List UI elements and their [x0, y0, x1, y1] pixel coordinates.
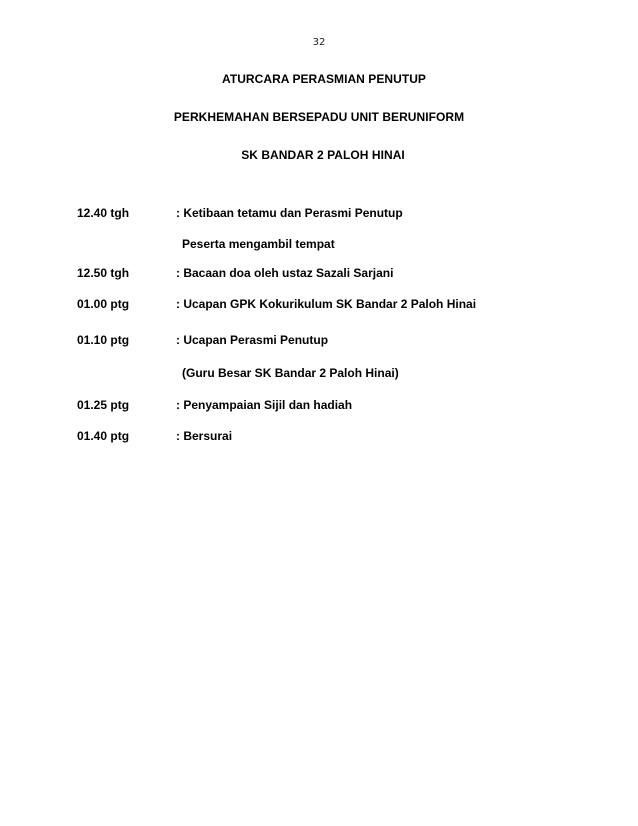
schedule-time: 12.50 tgh: [77, 266, 130, 280]
schedule-item: (Guru Besar SK Bandar 2 Paloh Hinai): [182, 366, 399, 380]
schedule-time: 01.25 ptg: [77, 398, 130, 412]
schedule-row: [0, 429, 638, 445]
schedule-row: [0, 266, 638, 282]
schedule-row: [0, 333, 638, 349]
schedule-item: : Bersurai: [176, 429, 233, 443]
schedule-item: Peserta mengambil tempat: [182, 237, 335, 251]
schedule-time: 01.10 ptg: [77, 333, 130, 347]
schedule-item: : Bacaan doa oleh ustaz Sazali Sarjani: [176, 266, 394, 280]
schedule-time: 12.40 tgh: [77, 206, 130, 220]
schedule-row: [0, 366, 638, 382]
schedule-row: [0, 297, 638, 313]
schedule-row: [0, 206, 638, 222]
schedule-time: 01.00 ptg: [77, 297, 130, 311]
schedule-item: : Ketibaan tetamu dan Perasmi Penutup: [176, 206, 403, 220]
schedule-item: : Ucapan Perasmi Penutup: [176, 333, 329, 347]
schedule-item: : Penyampaian Sijil dan hadiah: [176, 398, 353, 412]
school-name: SK BANDAR 2 PALOH HINAI: [241, 148, 405, 162]
document-subtitle: PERKHEMAHAN BERSEPADU UNIT BERUNIFORM: [173, 110, 465, 124]
schedule-item: : Ucapan GPK Kokurikulum SK Bandar 2 Paloh Hinai: [176, 297, 477, 311]
schedule-time: 01.40 ptg: [77, 429, 130, 443]
schedule-row: [0, 237, 638, 253]
page-number: 32: [312, 37, 326, 48]
schedule-row: [0, 398, 638, 414]
document-title: ATURCARA PERASMIAN PENUTUP: [222, 72, 426, 86]
